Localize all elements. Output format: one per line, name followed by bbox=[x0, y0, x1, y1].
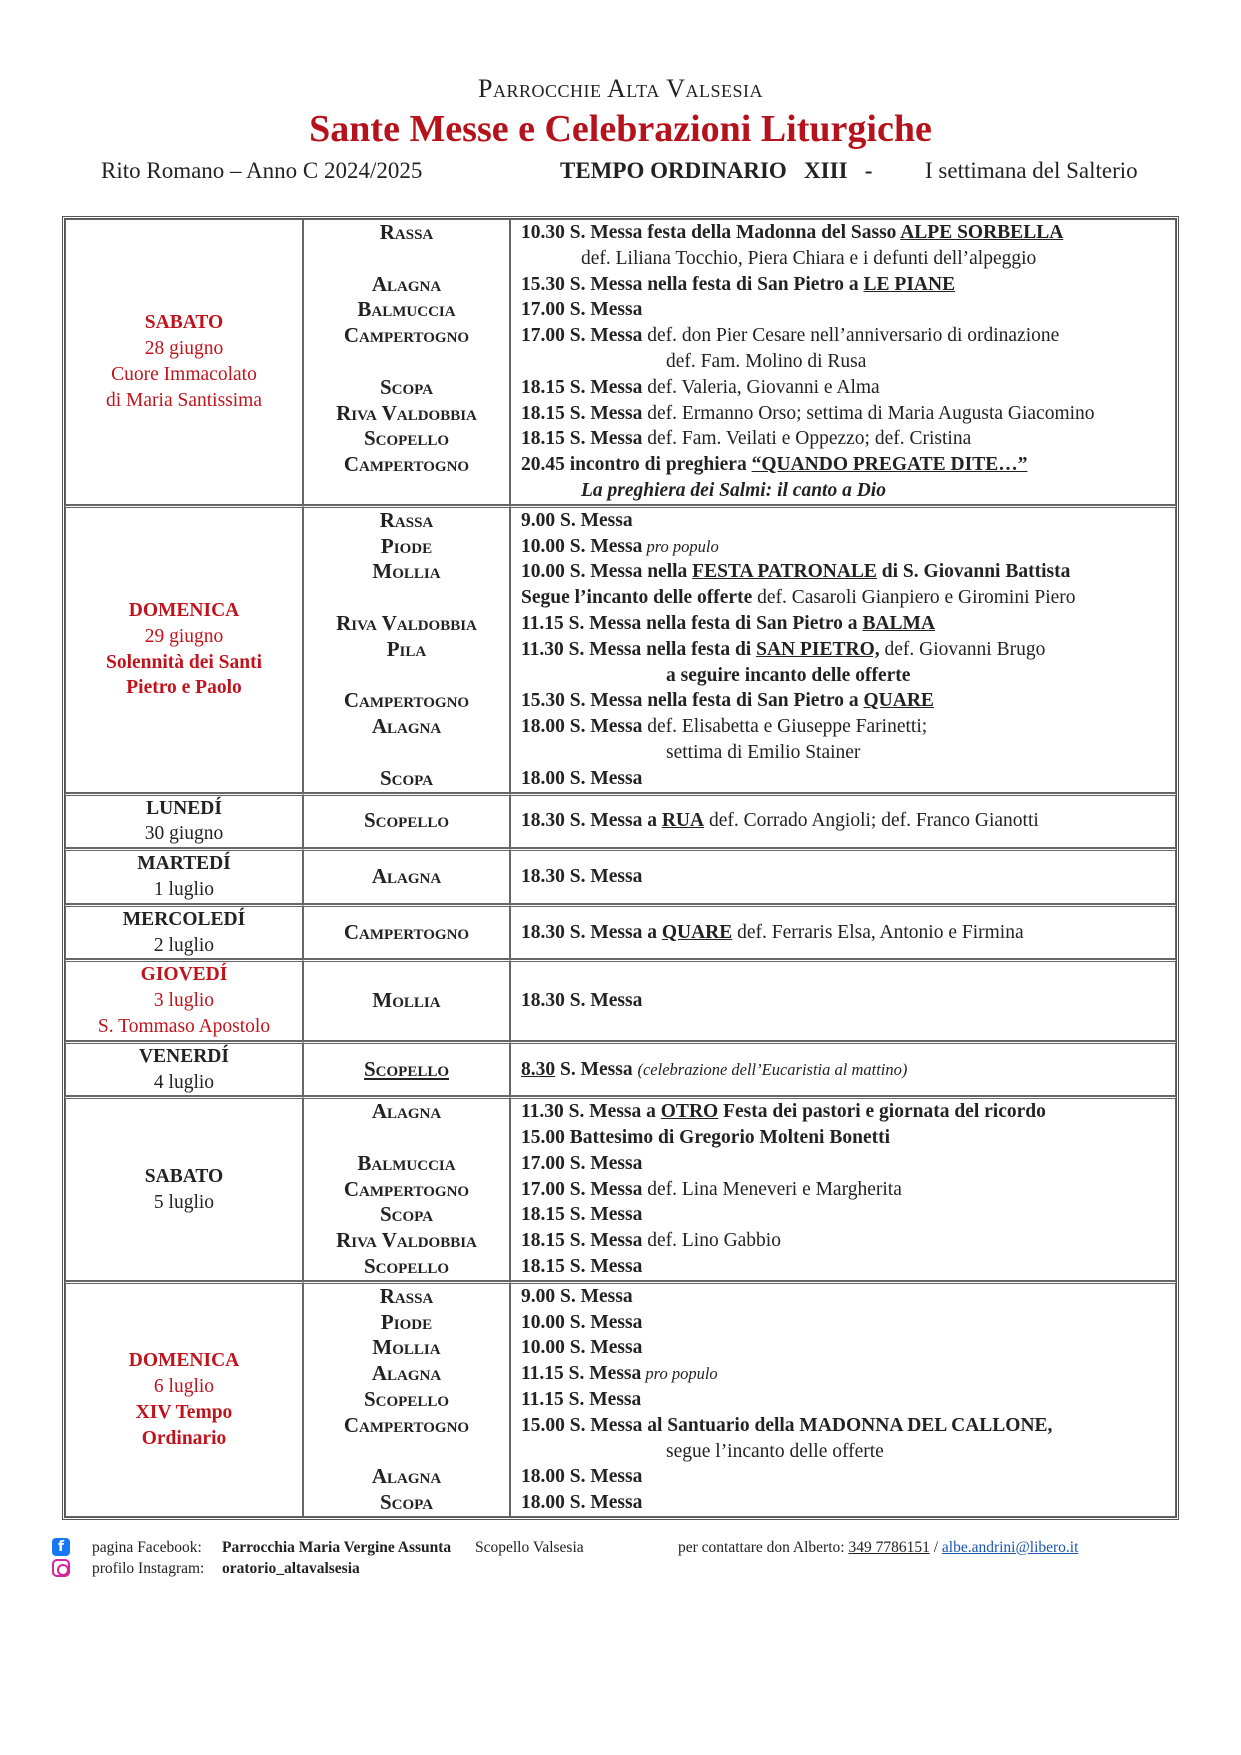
facebook-icon[interactable]: f bbox=[52, 1538, 70, 1556]
place-name: Campertogno bbox=[343, 323, 470, 348]
event-text: 18.15 S. Messa bbox=[521, 1256, 643, 1278]
event-text: 11.15 S. Messa nella festa di San Pietro a bbox=[521, 612, 863, 634]
place-cell bbox=[303, 793, 510, 849]
place-name: Alagna bbox=[371, 864, 442, 889]
event-line bbox=[521, 808, 1175, 834]
event-text: def. Fam. Veilati e Oppezzo; def. Cristina bbox=[642, 428, 972, 450]
place-cell bbox=[303, 1041, 510, 1097]
day-row bbox=[65, 1096, 1176, 1281]
event-text: def. Casaroli Gianpiero e Giromini Piero bbox=[752, 587, 1076, 609]
season-label: TEMPO ORDINARIO XIII - bbox=[560, 158, 873, 183]
event-text: 18.15 S. Messa bbox=[521, 1204, 643, 1226]
day-detail: 4 luglio bbox=[153, 1071, 215, 1093]
event-text: 10.00 S. Messa bbox=[521, 1311, 643, 1333]
place-cell bbox=[303, 904, 510, 960]
contact bbox=[678, 1537, 1078, 1558]
events-cell bbox=[510, 904, 1176, 960]
event-text: Segue l’incanto delle offerte bbox=[521, 587, 753, 609]
event-text: a seguire incanto delle offerte bbox=[666, 664, 911, 686]
day-name: SABATO bbox=[144, 312, 224, 334]
event-text: 9.00 S. Messa bbox=[521, 1285, 633, 1307]
event-text: OTRO bbox=[660, 1101, 719, 1123]
place-name bbox=[304, 246, 509, 272]
place-name: Mollia bbox=[372, 988, 441, 1013]
event-text: 18.00 S. Messa bbox=[521, 767, 643, 789]
event-line bbox=[521, 508, 1175, 534]
event-text: 17.00 S. Messa bbox=[521, 1178, 643, 1200]
place-cell bbox=[303, 1281, 510, 1517]
place-cell bbox=[303, 959, 510, 1040]
event-text: pro populo bbox=[641, 1364, 718, 1384]
event-line bbox=[521, 401, 1175, 427]
event-text: 11.15 S. Messa bbox=[521, 1363, 642, 1385]
event-line bbox=[521, 1387, 1175, 1413]
event-line bbox=[521, 1464, 1175, 1490]
events-cell bbox=[510, 505, 1176, 793]
event-line bbox=[521, 349, 1175, 375]
events-cell bbox=[510, 793, 1176, 849]
rite-label: Rito Romano – Anno C 2024/2025 bbox=[101, 158, 423, 183]
place-name: Campertogno bbox=[343, 1176, 470, 1201]
facebook-label: pagina Facebook: bbox=[92, 1539, 202, 1556]
event-text: di S. Giovanni Battista bbox=[876, 561, 1071, 583]
day-cell bbox=[65, 959, 303, 1040]
place-name: Balmuccia bbox=[357, 1150, 456, 1175]
day-name: LUNEDÍ bbox=[146, 797, 222, 819]
event-text: Festa dei pastori e giornata del ricordo bbox=[718, 1101, 1046, 1123]
event-line bbox=[521, 1228, 1175, 1254]
event-text: QUARE bbox=[661, 921, 733, 943]
event-text: 10.00 S. Messa bbox=[521, 1337, 643, 1359]
page-title: Sante Messe e Celebrazioni Liturgiche bbox=[309, 108, 932, 150]
day-row bbox=[65, 505, 1176, 793]
place-name bbox=[304, 349, 509, 375]
event-text: 15.00 Battesimo di Gregorio Molteni Bonetti bbox=[521, 1127, 891, 1149]
event-text: 18.30 S. Messa bbox=[521, 866, 643, 888]
event-text: def. don Pier Cesare nell’anniversario di ordinazione bbox=[642, 325, 1060, 347]
event-line bbox=[521, 688, 1175, 714]
place-name: Alagna bbox=[371, 1464, 442, 1489]
day-cell bbox=[65, 219, 303, 505]
event-line bbox=[521, 1361, 1175, 1387]
day-cell bbox=[65, 1041, 303, 1097]
day-detail: 3 luglio bbox=[153, 990, 215, 1012]
place-name bbox=[304, 1439, 509, 1465]
place-name: Alagna bbox=[371, 714, 442, 739]
day-detail: Cuore Immacolato bbox=[111, 363, 257, 385]
events-cell bbox=[510, 219, 1176, 505]
event-text: 20.45 incontro di preghiera bbox=[521, 454, 752, 476]
day-cell bbox=[65, 1096, 303, 1281]
psalter-label: I settimana del Salterio bbox=[925, 158, 1138, 183]
event-line bbox=[521, 1099, 1175, 1125]
place-name bbox=[304, 478, 509, 504]
event-line bbox=[521, 1413, 1175, 1439]
event-text: 18.30 S. Messa a bbox=[521, 810, 662, 832]
day-name: DOMENICA bbox=[128, 1350, 240, 1372]
event-text: def. Valeria, Giovanni e Alma bbox=[642, 376, 880, 398]
place-cell bbox=[303, 219, 510, 505]
day-row bbox=[65, 1041, 1176, 1097]
event-line bbox=[521, 559, 1175, 585]
event-text: 18.00 S. Messa bbox=[521, 716, 643, 738]
events-cell bbox=[510, 1096, 1176, 1281]
event-line bbox=[521, 272, 1175, 298]
event-line bbox=[521, 1254, 1175, 1280]
event-text: 18.15 S. Messa bbox=[521, 428, 643, 450]
day-name: MARTEDÍ bbox=[137, 853, 231, 875]
event-text: 17.00 S. Messa bbox=[521, 1152, 643, 1174]
event-text: 15.00 S. Messa al Santuario della MADONNA DEL CALLONE, bbox=[521, 1414, 1053, 1436]
day-detail: Solennità dei Santi bbox=[105, 651, 263, 673]
event-line bbox=[521, 988, 1175, 1014]
event-text: FESTA PATRONALE bbox=[692, 561, 877, 583]
day-detail: 6 luglio bbox=[153, 1376, 215, 1398]
day-detail: 5 luglio bbox=[153, 1191, 215, 1213]
event-line bbox=[521, 478, 1175, 504]
event-line bbox=[521, 323, 1175, 349]
event-text: def. Giovanni Brugo bbox=[879, 638, 1046, 660]
event-line bbox=[521, 1439, 1175, 1465]
event-text: ALPE SORBELLA bbox=[900, 222, 1064, 243]
day-detail: Ordinario bbox=[141, 1427, 227, 1449]
event-text: SAN PIETRO, bbox=[756, 638, 880, 660]
day-row bbox=[65, 904, 1176, 960]
instagram-icon[interactable] bbox=[52, 1559, 70, 1577]
event-text: def. Lino Gabbio bbox=[642, 1230, 781, 1252]
event-line bbox=[521, 1125, 1175, 1151]
day-name: VENERDÍ bbox=[139, 1045, 229, 1067]
event-line bbox=[521, 585, 1175, 611]
events-cell bbox=[510, 1041, 1176, 1097]
event-line bbox=[521, 1335, 1175, 1361]
event-text: def. Elisabetta e Giuseppe Farinetti; bbox=[642, 716, 928, 738]
event-line bbox=[521, 920, 1175, 946]
event-text: 18.30 S. Messa bbox=[521, 990, 643, 1012]
event-text: 9.00 S. Messa bbox=[521, 509, 633, 531]
event-text: 8.30 bbox=[521, 1058, 556, 1080]
event-text: def. Lina Meneveri e Margherita bbox=[642, 1178, 902, 1200]
event-text: (celebrazione dell’Eucaristia al mattino) bbox=[637, 1059, 908, 1079]
day-row bbox=[65, 848, 1176, 904]
day-cell bbox=[65, 904, 303, 960]
facebook-row bbox=[52, 1537, 1192, 1558]
phone-link[interactable]: 349 7786151 bbox=[848, 1539, 930, 1556]
event-text: segue l’incanto delle offerte bbox=[666, 1440, 884, 1462]
event-line bbox=[521, 1202, 1175, 1228]
place-name: Scopa bbox=[379, 1490, 434, 1515]
event-text: def. Corrado Angioli; def. Franco Gianotti bbox=[704, 810, 1039, 832]
event-text: 17.00 S. Messa bbox=[521, 325, 643, 347]
place-name: Campertogno bbox=[343, 919, 470, 944]
day-detail: Pietro e Paolo bbox=[126, 677, 242, 699]
schedule-table bbox=[62, 216, 1179, 1520]
event-line bbox=[521, 1490, 1175, 1516]
event-text: 11.15 S. Messa bbox=[521, 1389, 642, 1411]
parish-name: Parrocchie Alta Valsesia bbox=[477, 74, 764, 103]
event-text: 10.00 S. Messa nella bbox=[521, 561, 693, 583]
event-text: S. Messa bbox=[555, 1058, 638, 1080]
place-name bbox=[304, 663, 509, 689]
events-cell bbox=[510, 1281, 1176, 1517]
event-text: pro populo bbox=[642, 536, 719, 556]
place-cell bbox=[303, 505, 510, 793]
event-line bbox=[521, 864, 1175, 890]
place-name: Piode bbox=[380, 533, 433, 558]
place-name: Scopello bbox=[363, 1254, 450, 1279]
day-row bbox=[65, 219, 1176, 505]
day-cell bbox=[65, 1281, 303, 1517]
day-row bbox=[65, 793, 1176, 849]
event-line bbox=[521, 663, 1175, 689]
events-cell bbox=[510, 848, 1176, 904]
place-name: Rassa bbox=[379, 220, 434, 244]
event-line bbox=[521, 220, 1175, 246]
place-name: Scopello bbox=[363, 1056, 450, 1081]
day-cell bbox=[65, 848, 303, 904]
day-detail: di Maria Santissima bbox=[106, 389, 262, 411]
event-line bbox=[521, 1284, 1175, 1310]
event-line bbox=[521, 1151, 1175, 1177]
event-text: 15.30 S. Messa nella festa di San Pietro a bbox=[521, 273, 864, 295]
place-name: Piode bbox=[380, 1309, 433, 1334]
event-line bbox=[521, 611, 1175, 637]
place-name: Riva Valdobbia bbox=[336, 1228, 477, 1253]
facebook-page[interactable]: Parrocchia Maria Vergine Assunta bbox=[222, 1539, 452, 1556]
event-line bbox=[521, 246, 1175, 272]
event-text: 18.15 S. Messa bbox=[521, 376, 643, 398]
event-line bbox=[521, 452, 1175, 478]
event-line bbox=[521, 740, 1175, 766]
place-name: Scopa bbox=[379, 765, 434, 790]
event-text: 18.15 S. Messa bbox=[521, 1230, 643, 1252]
event-text: 17.00 S. Messa bbox=[521, 299, 643, 321]
event-text: 10.00 S. Messa bbox=[521, 535, 643, 557]
event-line bbox=[521, 426, 1175, 452]
event-text: 18.00 S. Messa bbox=[521, 1466, 643, 1488]
day-cell bbox=[65, 505, 303, 793]
instagram-profile[interactable]: oratorio_altavalsesia bbox=[222, 1560, 360, 1577]
event-line bbox=[521, 297, 1175, 323]
facebook-location: Scopello Valsesia bbox=[475, 1539, 584, 1556]
day-detail: 28 giugno bbox=[144, 338, 224, 360]
day-detail: 1 luglio bbox=[153, 878, 215, 900]
event-text: 18.30 S. Messa a bbox=[521, 921, 662, 943]
place-name bbox=[304, 1125, 509, 1151]
place-name: Campertogno bbox=[343, 452, 470, 477]
day-detail: 30 giugno bbox=[144, 823, 224, 845]
day-name: GIOVEDÍ bbox=[140, 964, 228, 986]
event-text: 15.30 S. Messa nella festa di San Pietro a bbox=[521, 690, 864, 712]
day-name: MERCOLEDÍ bbox=[122, 908, 246, 930]
place-name: Pila bbox=[386, 636, 427, 661]
event-text: settima di Emilio Stainer bbox=[666, 741, 861, 763]
event-text: RUA bbox=[661, 810, 705, 832]
place-name: Alagna bbox=[371, 1099, 442, 1124]
event-text: def. Liliana Tocchio, Piera Chiara e i defunti dell’alpeggio bbox=[581, 247, 1037, 269]
event-text: def. Ferraris Elsa, Antonio e Firmina bbox=[732, 921, 1024, 943]
event-line bbox=[521, 766, 1175, 792]
event-text: LE PIANE bbox=[863, 273, 956, 295]
place-name: Scopello bbox=[363, 808, 450, 833]
place-name bbox=[304, 740, 509, 766]
event-text: 18.15 S. Messa bbox=[521, 402, 643, 424]
event-text: 11.30 S. Messa nella festa di bbox=[521, 638, 757, 660]
day-name: DOMENICA bbox=[128, 600, 240, 622]
place-name: Scopello bbox=[363, 1387, 450, 1412]
event-line bbox=[521, 637, 1175, 663]
day-detail: 29 giugno bbox=[144, 625, 224, 647]
event-text: La preghiera dei Salmi: il canto a Dio bbox=[581, 479, 886, 501]
place-name: Riva Valdobbia bbox=[336, 400, 477, 425]
day-cell bbox=[65, 793, 303, 849]
place-name: Rassa bbox=[379, 507, 434, 532]
place-name: Alagna bbox=[371, 1361, 442, 1386]
place-name: Scopello bbox=[363, 426, 450, 451]
place-name: Alagna bbox=[371, 271, 442, 296]
place-name: Scopa bbox=[379, 374, 434, 399]
day-detail: S. Tommaso Apostolo bbox=[97, 1015, 271, 1037]
place-name: Scopa bbox=[379, 1202, 434, 1227]
event-text: def. Ermanno Orso; settima di Maria Augusta Giacomino bbox=[642, 402, 1095, 424]
day-row bbox=[65, 959, 1176, 1040]
place-name: Campertogno bbox=[343, 688, 470, 713]
event-text: 10.30 S. Messa festa della Madonna del Sasso bbox=[521, 222, 901, 243]
event-line bbox=[521, 1057, 1175, 1083]
place-name: Riva Valdobbia bbox=[336, 610, 477, 635]
place-cell bbox=[303, 848, 510, 904]
event-line bbox=[521, 714, 1175, 740]
event-line bbox=[521, 375, 1175, 401]
day-detail: 2 luglio bbox=[153, 934, 215, 956]
day-name: SABATO bbox=[144, 1165, 224, 1187]
day-detail: XIV Tempo bbox=[135, 1401, 233, 1423]
event-text: def. Fam. Molino di Rusa bbox=[666, 350, 867, 372]
event-text: “QUANDO PREGATE DITE…” bbox=[751, 454, 1028, 476]
place-name: Rassa bbox=[379, 1283, 434, 1308]
day-row bbox=[65, 1281, 1176, 1517]
contact-label: per contattare don Alberto: bbox=[678, 1539, 845, 1556]
place-name: Mollia bbox=[372, 559, 441, 584]
event-text: 11.30 S. Messa a bbox=[521, 1101, 661, 1123]
event-text: QUARE bbox=[863, 690, 934, 712]
place-name: Campertogno bbox=[343, 1412, 470, 1437]
separator: / bbox=[933, 1539, 939, 1556]
footer bbox=[52, 1537, 1192, 1579]
place-cell bbox=[303, 1096, 510, 1281]
events-cell bbox=[510, 959, 1176, 1040]
event-line bbox=[521, 1177, 1175, 1203]
place-name: Mollia bbox=[372, 1335, 441, 1360]
instagram-row bbox=[52, 1558, 1192, 1579]
instagram-label: profilo Instagram: bbox=[92, 1560, 205, 1577]
event-line bbox=[521, 1310, 1175, 1336]
event-text: 18.00 S. Messa bbox=[521, 1492, 643, 1514]
event-line bbox=[521, 534, 1175, 560]
event-text: BALMA bbox=[862, 612, 936, 634]
place-name bbox=[304, 585, 509, 611]
header bbox=[0, 72, 1241, 183]
place-name: Balmuccia bbox=[357, 297, 456, 322]
email-link[interactable]: albe.andrini@libero.it bbox=[941, 1539, 1079, 1556]
